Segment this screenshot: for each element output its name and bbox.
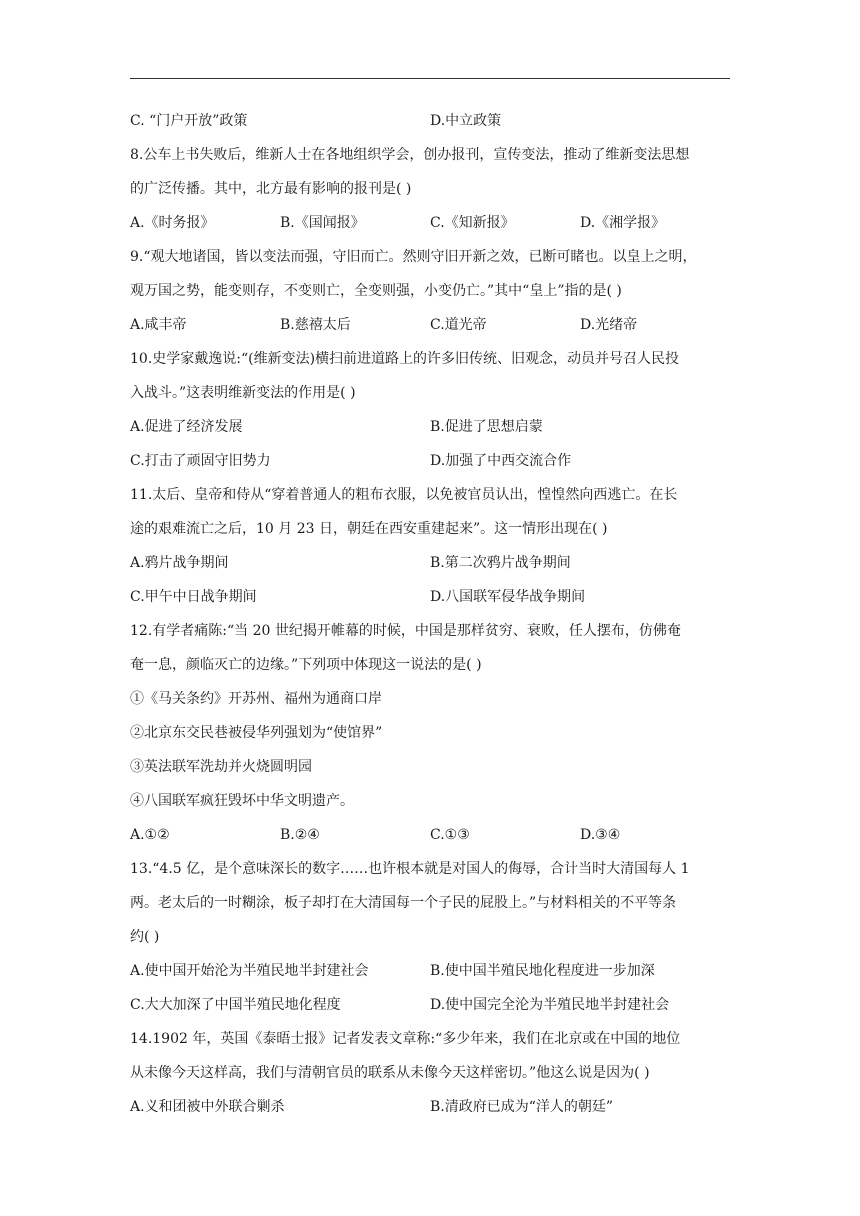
option: B.清政府已成为“洋人的朝廷” — [430, 1099, 614, 1115]
option: B.促进了思想启蒙 — [430, 419, 543, 435]
option: D.光绪帝 — [580, 317, 638, 333]
option: B.②④ — [280, 827, 320, 843]
option: D.使中国完全沦为半殖民地半封建社会 — [430, 997, 670, 1013]
question-block — [130, 138, 730, 240]
question-text-line: 奄一息，颜临灭亡的边缘。”下列项中体现这一说法的是( ) — [130, 657, 482, 673]
question-text-line: 入战斗。”这表明维新变法的作用是( ) — [130, 385, 356, 401]
question-block — [130, 240, 730, 342]
question-text-line: 途的艰难流亡之后，10 月 23 日，朝廷在西安重建起来”。这一情形出现在( ) — [130, 521, 608, 537]
option: A.咸丰帝 — [130, 317, 187, 333]
option: A.促进了经济发展 — [130, 419, 243, 435]
option: D.《湘学报》 — [580, 215, 666, 231]
option: C.大大加深了中国半殖民地化程度 — [130, 997, 341, 1013]
question-text-line: ②北京东交民巷被侵华列强划为“使馆界” — [130, 725, 383, 741]
option-row — [130, 206, 730, 240]
option-row — [130, 580, 730, 614]
question-text-line: ④八国联军疯狂毁坏中华文明遗产。 — [130, 793, 354, 809]
document-body — [130, 104, 730, 1124]
question-block — [130, 852, 730, 1022]
question-text-line: ③英法联军洗劫并火烧圆明园 — [130, 759, 312, 775]
option-row — [130, 444, 730, 478]
question-block — [130, 614, 730, 852]
option: B.《国闻报》 — [280, 215, 365, 231]
question-block — [130, 342, 730, 478]
question-text-line: 的广泛传播。其中，北方最有影响的报刊是( ) — [130, 181, 412, 197]
option-row — [130, 988, 730, 1022]
option: B.使中国半殖民地化程度进一步加深 — [430, 963, 655, 979]
question-stem: 12.有学者痛陈:“当 20 世纪揭开帷幕的时候，中国是那样贫穷、衰败，任人摆布，仿佛奄 — [130, 623, 681, 639]
question-text-line: 约( ) — [130, 929, 160, 945]
option-row — [130, 1090, 730, 1124]
question-text-line: ①《马关条约》开苏州、福州为通商口岸 — [130, 691, 382, 707]
question-stem: 9.“观大地诸国，皆以变法而强，守旧而亡。然则守旧开新之效，已断可睹也。以皇上之明， — [130, 249, 697, 265]
question-stem: 14.1902 年，英国《泰晤士报》记者发表文章称:“多少年来，我们在北京或在中国的地位 — [130, 1031, 681, 1047]
option: C.打击了顽固守旧势力 — [130, 453, 271, 469]
header-rule — [130, 78, 730, 79]
option: D.③④ — [580, 827, 621, 843]
option: D.加强了中西交流合作 — [430, 453, 572, 469]
option: C. “门户开放”政策 — [130, 113, 248, 129]
option-row — [130, 546, 730, 580]
option-row — [130, 104, 730, 138]
option: D.中立政策 — [430, 113, 502, 129]
option: C.《知新报》 — [430, 215, 515, 231]
question-stem: 10.史学家戴逸说:“(维新变法)横扫前进道路上的许多旧传统、旧观念，动员并号召人民投 — [130, 351, 680, 367]
option: C.道光帝 — [430, 317, 487, 333]
option: B.第二次鸦片战争期间 — [430, 555, 571, 571]
question-block — [130, 1022, 730, 1124]
question-block — [130, 478, 730, 614]
option: D.八国联军侵华战争期间 — [430, 589, 586, 605]
option: C.①③ — [430, 827, 470, 843]
question-stem: 11.太后、皇帝和侍从“穿着普通人的粗布衣服，以免被官员认出，惶惶然向西逃亡。在长 — [130, 487, 678, 503]
question-text-line: 从未像今天这样高，我们与清朝官员的联系从未像今天这样密切。”他这么说是因为( ) — [130, 1065, 650, 1081]
option: B.慈禧太后 — [280, 317, 351, 333]
option-row — [130, 818, 730, 852]
question-text-line: 观万国之势，能变则存，不变则亡，全变则强，小变仍亡。”其中“皇上”指的是( ) — [130, 283, 622, 299]
option: A.①② — [130, 827, 170, 843]
option-row — [130, 954, 730, 988]
option: A.使中国开始沦为半殖民地半封建社会 — [130, 963, 369, 979]
question-stem: 13.“4.5 亿，是个意味深长的数字……也许根本就是对国人的侮辱，合计当时大清国每人 1 — [130, 861, 690, 877]
option: A.鸦片战争期间 — [130, 555, 229, 571]
option: A.《时务报》 — [130, 215, 215, 231]
question-text-line: 两。老太后的一时糊涂，板子却打在大清国每一个子民的屁股上。”与材料相关的不平等条 — [130, 895, 677, 911]
option: C.甲午中日战争期间 — [130, 589, 257, 605]
option-row — [130, 308, 730, 342]
question-stem: 8.公车上书失败后，维新人士在各地组织学会，创办报刊，宣传变法，推动了维新变法思想 — [130, 147, 690, 163]
option: A.义和团被中外联合剿杀 — [130, 1099, 285, 1115]
option-row — [130, 410, 730, 444]
